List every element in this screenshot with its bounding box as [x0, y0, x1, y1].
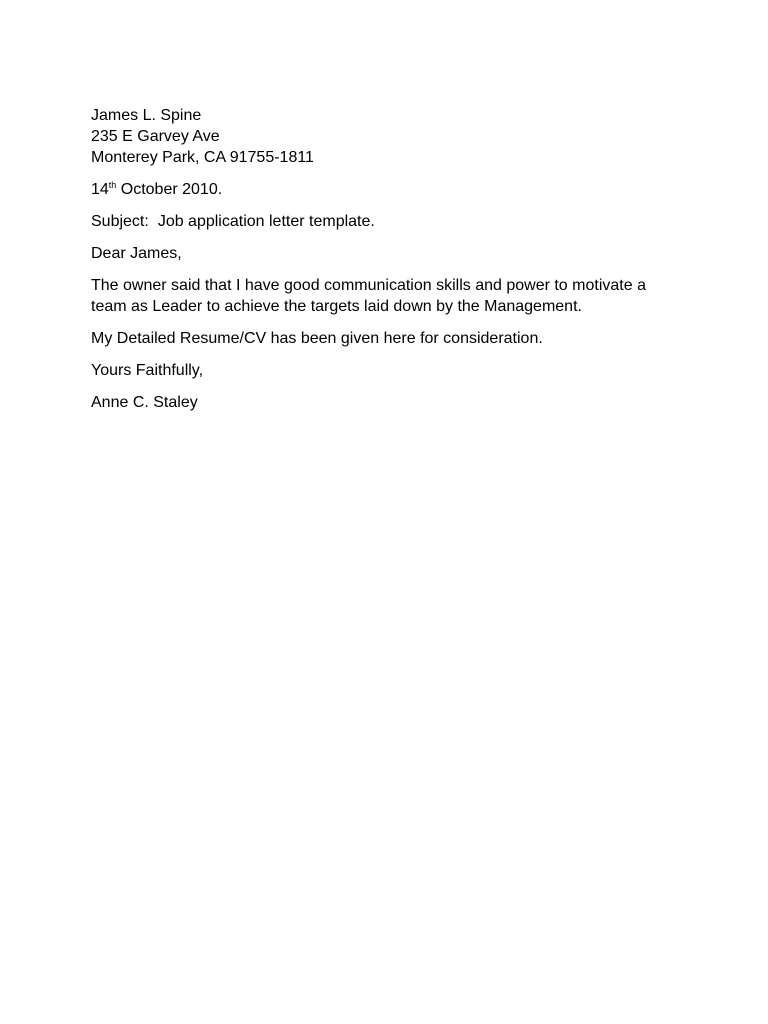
sender-address — [91, 105, 651, 168]
subject-label: Subject: — [91, 213, 149, 230]
sender-name: James L. Spine — [91, 107, 202, 124]
letter-date — [91, 179, 651, 200]
body-paragraph-1 — [91, 275, 651, 317]
date-line — [91, 179, 651, 200]
closing — [91, 360, 651, 381]
date-day: 14 — [91, 181, 109, 198]
body-paragraph-1-text: The owner said that I have good communication skills and power to motivate a team as Leader to achieve the targets laid down by the Management. — [91, 277, 646, 315]
body-paragraph-2 — [91, 328, 651, 349]
sender-street: 235 E Garvey Ave — [91, 128, 220, 145]
subject-text: Job application letter template. — [157, 213, 375, 230]
salutation-text: Dear James, — [91, 245, 182, 262]
closing-text: Yours Faithfully, — [91, 362, 204, 379]
date-rest: October 2010. — [116, 181, 223, 198]
date-suffix: th — [108, 180, 117, 190]
subject-row — [91, 211, 651, 232]
body-paragraph-2-text: My Detailed Resume/CV has been given here for consideration. — [91, 330, 543, 347]
sender-city-line: Monterey Park, CA 91755-1811 — [91, 149, 314, 166]
signature-name: Anne C. Staley — [91, 394, 198, 411]
letter-body — [91, 105, 651, 424]
signature — [91, 392, 651, 413]
salutation — [91, 243, 651, 264]
subject-line — [91, 211, 651, 232]
